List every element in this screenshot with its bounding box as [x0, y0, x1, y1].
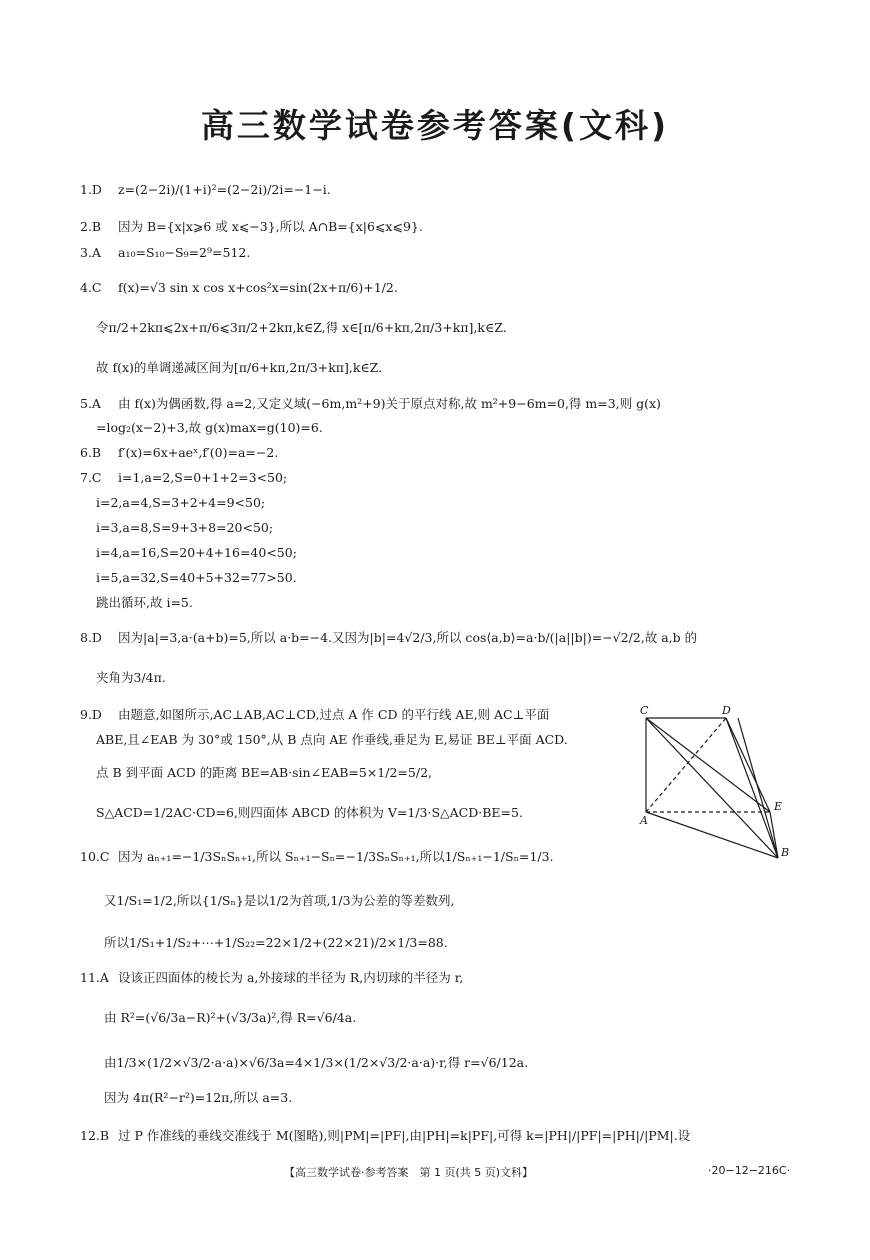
answer-line: 9.D 由题意,如图所示,AC⊥AB,AC⊥CD,过点 A 作 CD 的平行线 AE,则 AC⊥平面	[80, 707, 550, 722]
answer-line: 跳出循环,故 i=5.	[96, 595, 193, 610]
answer-line: 故 f(x)的单调递减区间为[π/6+kπ,2π/3+kπ],k∈Z.	[96, 360, 383, 375]
answer-line: 又1/S₁=1/2,所以{1/Sₙ}是以1/2为首项,1/3为公差的等差数列,	[104, 893, 455, 908]
label-b: B	[781, 846, 790, 859]
answer-line: 3.A a₁₀=S₁₀−S₉=2⁹=512.	[80, 245, 251, 260]
answer-line: 7.C i=1,a=2,S=0+1+2=3<50;	[80, 470, 288, 485]
answer-line: 点 B 到平面 ACD 的距离 BE=AB·sin∠EAB=5×1/2=5/2,	[96, 765, 432, 780]
answer-line: 夹角为3/4π.	[96, 670, 166, 685]
answer-line: 10.C 因为 aₙ₊₁=−1/3SₙSₙ₊₁,所以 Sₙ₊₁−Sₙ=−1/3SₙSₙ₊₁,所以1/Sₙ₊₁−1/Sₙ=1/3.	[80, 849, 554, 864]
answer-line: 8.D 因为|a|=3,a·(a+b)=5,所以 a·b=−4.又因为|b|=4√2/3,所以 cos⟨a,b⟩=a·b/(|a||b|)=−√2/2,故 a,b 的	[80, 630, 698, 645]
answer-line: 12.B 过 P 作准线的垂线交准线于 M(图略),则|PM|=|PF|,由|PH|=k|PF|,可得 k=|PH|/|PF|=|PH|/|PM|.设	[80, 1128, 691, 1143]
answer-line: i=4,a=16,S=20+4+16=40<50;	[96, 545, 297, 560]
page-title: 高三数学试卷参考答案(文科)	[200, 106, 670, 145]
answer-line: ABE,且∠EAB 为 30°或 150°,从 B 点向 AE 作垂线,垂足为 E,易证 BE⊥平面 ACD.	[96, 732, 568, 747]
answer-line: =log₂(x−2)+3,故 g(x)max=g(10)=6.	[96, 420, 323, 435]
label-d: D	[722, 704, 731, 717]
answer-line: 4.C f(x)=√3 sin x cos x+cos²x=sin(2x+π/6)+1/2.	[80, 280, 398, 295]
label-e: E	[774, 800, 783, 813]
tetrahedron-figure	[638, 700, 798, 869]
answer-line: 由 R²=(√6/3a−R)²+(√3/3a)²,得 R=√6/4a.	[104, 1010, 357, 1025]
edge-ad-dashed	[646, 718, 726, 812]
answer-line: 由1/3×(1/2×√3/2·a·a)×√6/3a=4×1/3×(1/2×√3/2·a·a)·r,得 r=√6/12a.	[104, 1055, 529, 1070]
edge-db	[726, 718, 778, 858]
label-a: A	[640, 814, 648, 827]
answer-line: i=3,a=8,S=9+3+8=20<50;	[96, 520, 274, 535]
answer-line: 5.A 由 f(x)为偶函数,得 a=2,又定义域(−6m,m²+9)关于原点对称,故 m²+9−6m=0,得 m=3,则 g(x)	[80, 396, 661, 411]
answer-line: i=2,a=4,S=3+2+4=9<50;	[96, 495, 266, 510]
answer-line: 6.B f′(x)=6x+aeˣ,f′(0)=a=−2.	[80, 445, 279, 460]
footer-code: ·20−12−216C·	[708, 1164, 791, 1177]
answer-line: S△ACD=1/2AC·CD=6,则四面体 ABCD 的体积为 V=1/3·S△ACD·BE=5.	[96, 805, 523, 820]
answer-line: i=5,a=32,S=40+5+32=77>50.	[96, 570, 297, 585]
answer-line: 2.B 因为 B={x|x⩾6 或 x⩽−3},所以 A∩B={x|6⩽x⩽9}.	[80, 219, 423, 234]
edge-ab	[646, 812, 778, 858]
label-c: C	[640, 704, 649, 717]
answer-line: 因为 4π(R²−r²)=12π,所以 a=3.	[104, 1090, 293, 1105]
answer-line: 11.A 设该正四面体的棱长为 a,外接球的半径为 R,内切球的半径为 r,	[80, 970, 464, 985]
footer-page-info: 【高三数学试卷·参考答案 第 1 页(共 5 页)文科】	[284, 1166, 534, 1179]
edge-de	[726, 718, 770, 812]
answer-line: 所以1/S₁+1/S₂+⋯+1/S₂₂=22×1/2+(22×21)/2×1/3=88.	[104, 935, 448, 950]
answer-line: 1.D z=(2−2i)/(1+i)²=(2−2i)/2i=−1−i.	[80, 182, 331, 197]
answer-line: 令π/2+2kπ⩽2x+π/6⩽3π/2+2kπ,k∈Z,得 x∈[π/6+kπ,2π/3+kπ],k∈Z.	[96, 320, 507, 335]
